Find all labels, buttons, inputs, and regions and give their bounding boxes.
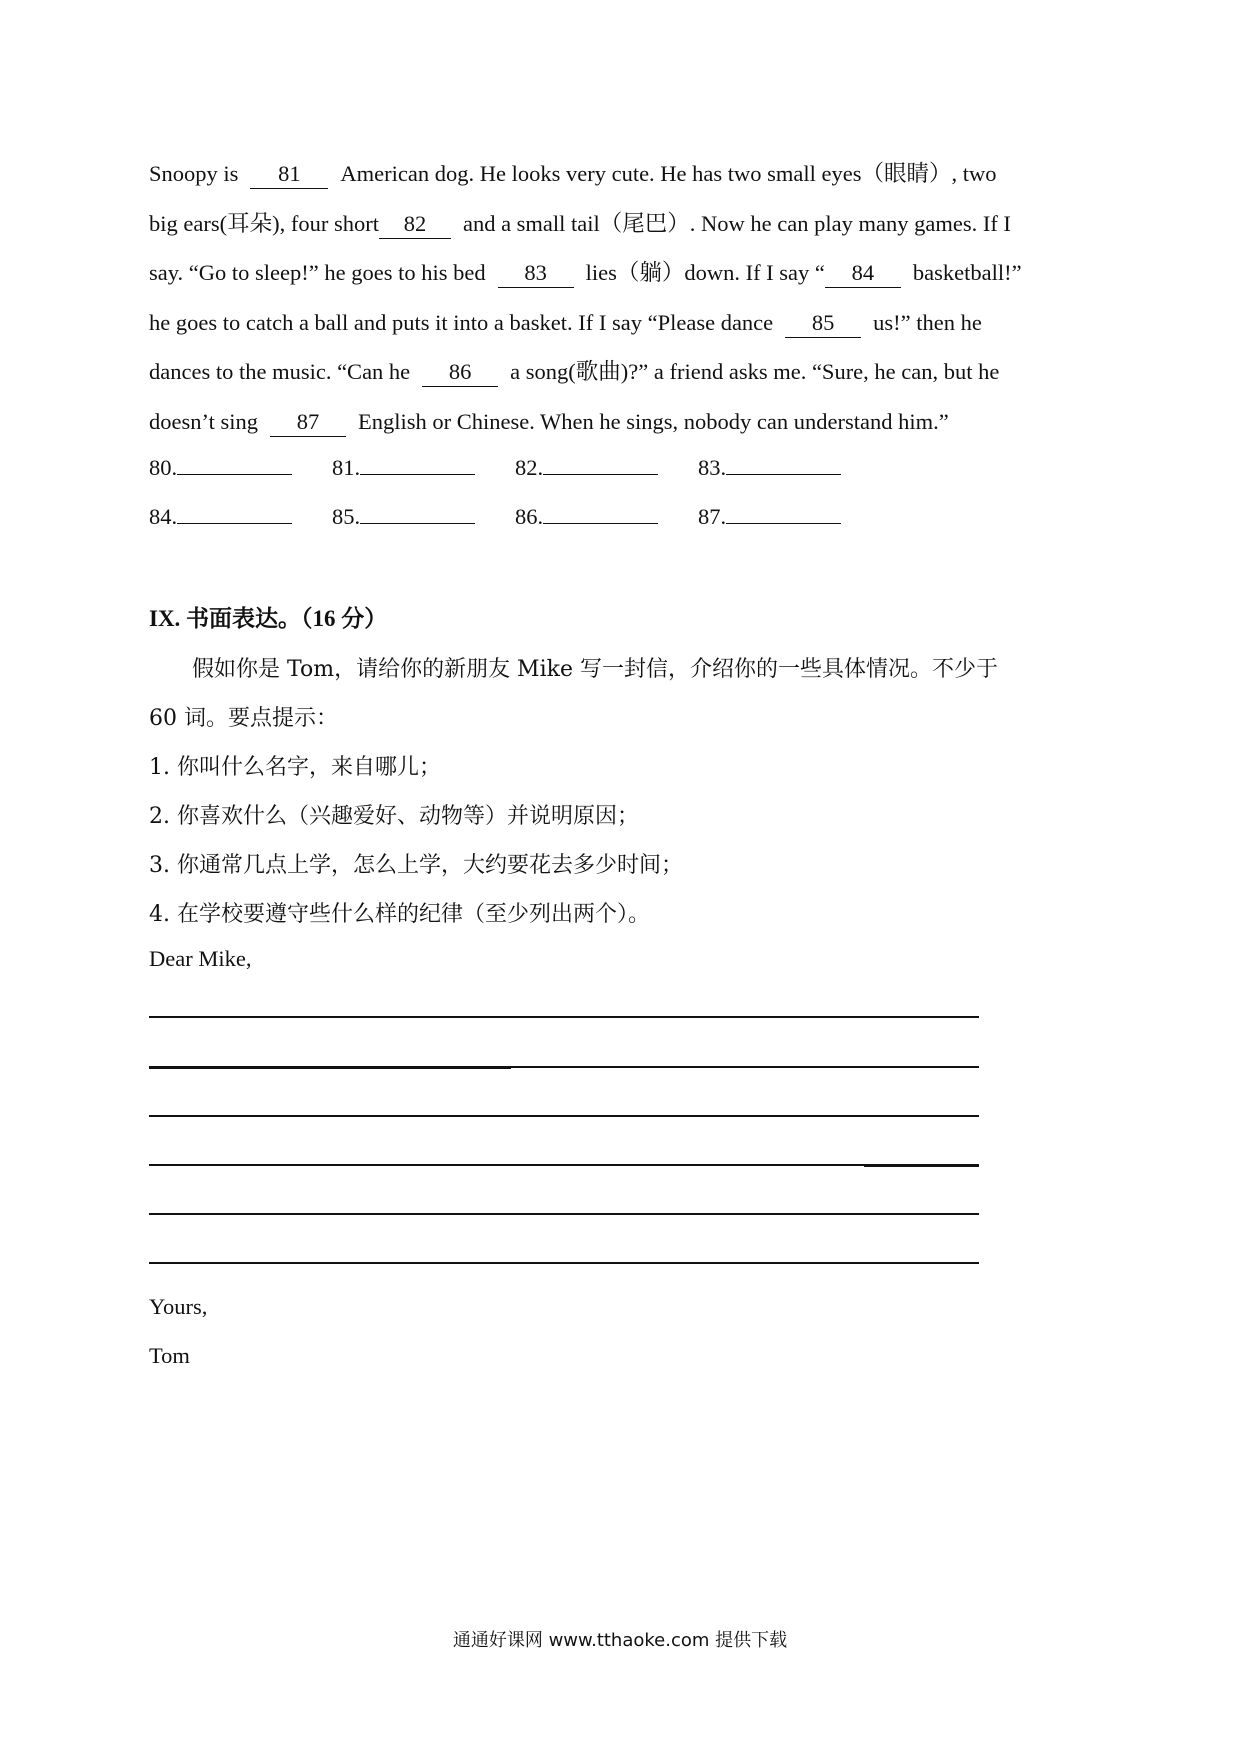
answer-cell[interactable]: 82.	[515, 452, 698, 501]
passage-line: Snoopy is 81 American dog. He looks very cute. He has two small eyes（眼睛）, two	[149, 149, 1099, 199]
answer-line[interactable]	[543, 452, 658, 475]
passage-line: doesn’t sing 87 English or Chinese. When he sings, nobody can understand him.”	[149, 397, 1099, 447]
blank-84[interactable]: 84	[825, 259, 901, 288]
letter-closing: Yours,	[149, 1294, 208, 1319]
blank-82[interactable]: 82	[379, 210, 451, 239]
answer-line[interactable]	[177, 501, 292, 524]
blank-87[interactable]: 87	[270, 408, 346, 437]
writing-line[interactable]	[149, 1164, 979, 1166]
answer-cell[interactable]: 87.	[698, 501, 881, 550]
blank-85[interactable]: 85	[785, 309, 861, 338]
letter-signature: Tom	[149, 1343, 190, 1368]
answer-line[interactable]	[360, 501, 475, 524]
answer-row	[149, 501, 881, 550]
letter-greeting: Dear Mike,	[149, 946, 252, 971]
answer-cell[interactable]: 80.	[149, 452, 332, 501]
page-footer: 通通好课网 www.tthaoke.com 提供下载	[452, 1630, 788, 1651]
prompt-point: 4. 在学校要遵守些什么样的纪律（至少列出两个）。	[149, 902, 650, 927]
writing-line[interactable]	[149, 1115, 979, 1117]
answer-cell[interactable]: 81.	[332, 452, 515, 501]
answer-grid	[149, 452, 881, 550]
writing-line[interactable]	[149, 1262, 979, 1264]
blank-81[interactable]: 81	[250, 160, 328, 189]
answer-line[interactable]	[726, 452, 841, 475]
answer-cell[interactable]: 85.	[332, 501, 515, 550]
passage-line: he goes to catch a ball and puts it into a basket. If I say “Please dance 85 us!” then he	[149, 298, 1099, 348]
prompt-point: 3. 你通常几点上学，怎么上学，大约要花去多少时间；	[149, 853, 683, 878]
answer-cell[interactable]: 84.	[149, 501, 332, 550]
passage-line: big ears(耳朵), four short 82 and a small tail（尾巴）. Now he can play many games. If I	[149, 199, 1099, 249]
writing-line-overlay	[864, 1164, 979, 1167]
blank-83[interactable]: 83	[498, 259, 574, 288]
writing-line[interactable]	[149, 1213, 979, 1215]
writing-line[interactable]	[149, 1016, 979, 1018]
answer-line[interactable]	[177, 452, 292, 475]
writing-prompt-line: 假如你是 Tom，请给你的新朋友 Mike 写一封信，介绍你的一些具体情况。不少于	[192, 657, 998, 682]
cloze-passage	[149, 149, 1099, 446]
writing-prompt-line: 60 词。要点提示：	[149, 706, 338, 731]
blank-86[interactable]: 86	[422, 358, 498, 387]
prompt-point: 1. 你叫什么名字，来自哪儿；	[149, 755, 441, 780]
answer-line[interactable]	[543, 501, 658, 524]
answer-line[interactable]	[360, 452, 475, 475]
answer-line[interactable]	[726, 501, 841, 524]
section-title: IX. 书面表达。（16 分）	[149, 606, 388, 631]
passage-line: dances to the music. “Can he 86 a song(歌曲)?” a friend asks me. “Sure, he can, but he	[149, 347, 1099, 397]
prompt-point: 2. 你喜欢什么（兴趣爱好、动物等）并说明原因；	[149, 804, 639, 829]
passage-line: say. “Go to sleep!” he goes to his bed 83 lies（躺）down. If I say “ 84 basketball!”	[149, 248, 1099, 298]
writing-line-overlay	[149, 1066, 511, 1069]
answer-row	[149, 452, 881, 501]
answer-cell[interactable]: 86.	[515, 501, 698, 550]
answer-cell[interactable]: 83.	[698, 452, 881, 501]
